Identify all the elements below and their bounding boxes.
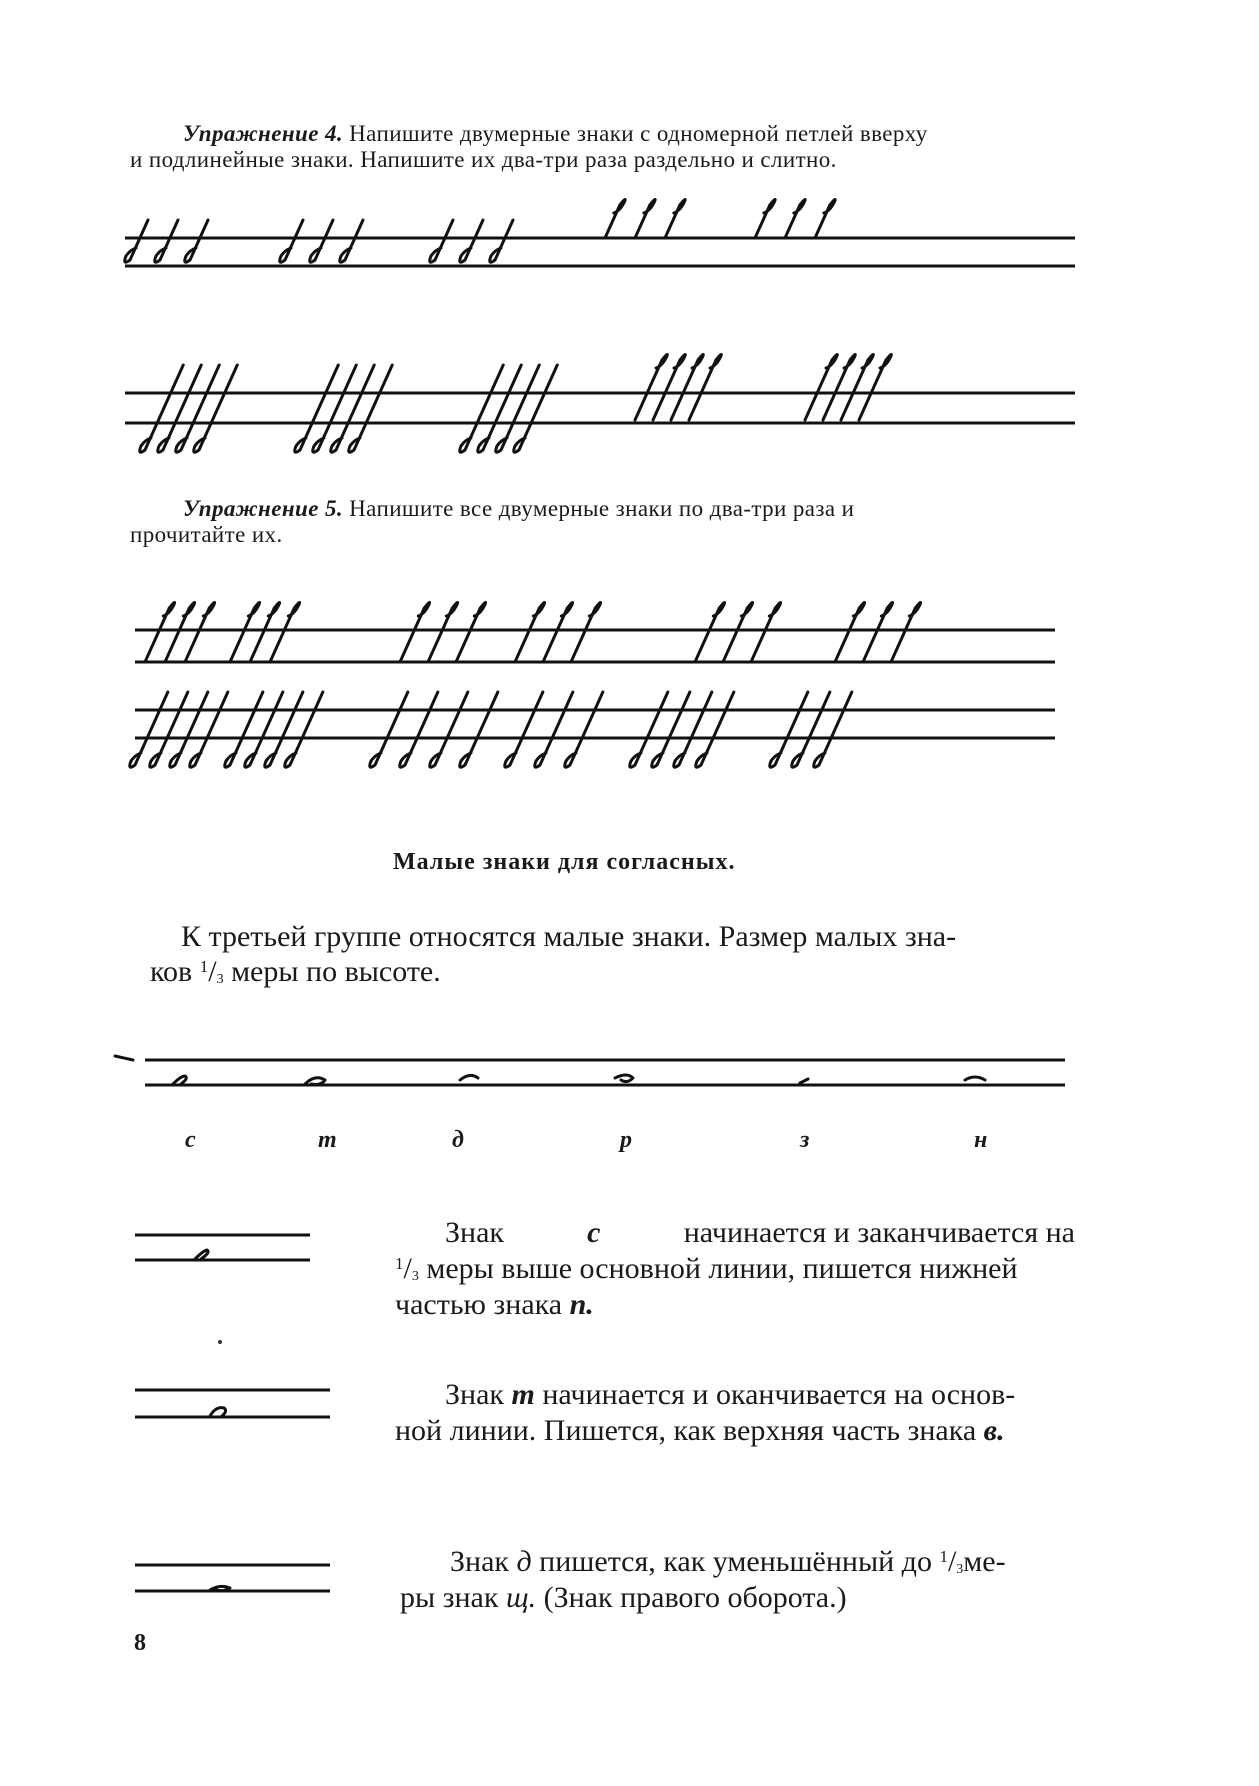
- drill-3-group-2-stroke-loop: [288, 602, 299, 616]
- letter-t: т: [318, 1127, 337, 1153]
- drill-3-group-6-stroke-loop: [881, 602, 892, 616]
- sign-d-reference-letter: щ.: [505, 1581, 537, 1614]
- drill-2-group-4-stroke-loop: [656, 354, 667, 368]
- sign-d-letter: д: [516, 1545, 532, 1578]
- letter-n: н: [974, 1127, 988, 1153]
- drill-2-group-4-stroke-loop: [692, 354, 703, 368]
- drill-4-group-4-stroke: [535, 692, 573, 767]
- shorthand-drill-2: [125, 360, 1085, 460]
- drill-2-group-5-stroke-loop: [844, 354, 855, 368]
- drill-4-group-3-stroke: [430, 692, 468, 767]
- drill-2-group-5-stroke-loop: [880, 354, 891, 368]
- drill-4-group-3-stroke: [460, 692, 498, 767]
- exercise-4-text: [183, 122, 1073, 146]
- drill-3-group-3-stroke-loop: [446, 602, 457, 616]
- exercise-5-text-line-2: прочитайте их.: [130, 522, 283, 547]
- drill-1-group-5-stroke-loop: [824, 199, 835, 213]
- intro-line-1: К третьей группе относятся малые знаки. Размер малых зна-: [181, 920, 957, 953]
- drill-1-group-5-stroke-loop: [764, 199, 775, 213]
- exercise-5-label: Упражнение 5.: [183, 496, 344, 521]
- sign-c-reference-letter: п.: [569, 1288, 594, 1321]
- drill-4-group-2-stroke: [265, 692, 303, 767]
- drill-2-group-2-stroke: [295, 365, 339, 452]
- page-speck: [218, 1340, 222, 1344]
- drill-1-group-4-stroke-loop: [614, 199, 625, 213]
- drill-4-group-6-stroke: [814, 692, 852, 767]
- drill-3-group-4-stroke-loop: [589, 602, 600, 616]
- drill-3-group-1-stroke-loop: [183, 602, 194, 616]
- drill-3-group-1-stroke-loop: [163, 602, 174, 616]
- drill-1-group-4-stroke-loop: [674, 199, 685, 213]
- drill-3-group-6-stroke-loop: [853, 602, 864, 616]
- drill-1-group-4-stroke-loop: [644, 199, 655, 213]
- drill-3-group-4-stroke-loop: [533, 602, 544, 616]
- drill-4-group-4-stroke: [565, 692, 603, 767]
- sign-t-example: [135, 1380, 335, 1430]
- drill-2-group-4-stroke-loop: [674, 354, 685, 368]
- drill-2-group-5-stroke-loop: [862, 354, 873, 368]
- sign-c-letter: с: [587, 1216, 601, 1249]
- drill-1-group-3-stroke: [430, 220, 453, 262]
- exercise-5-line-1: Напишите все двумерные знаки по два-три раза и: [349, 496, 855, 521]
- drill-1-group-3-stroke: [490, 220, 513, 262]
- drill-3-group-6-stroke-loop: [909, 602, 920, 616]
- drill-4-group-2-stroke: [285, 692, 323, 767]
- drill-4-group-1-stroke: [150, 692, 188, 767]
- drill-4-group-1-stroke: [190, 692, 228, 767]
- drill-3-group-2-stroke-loop: [248, 602, 259, 616]
- letter-s: с: [185, 1127, 196, 1153]
- exercise-4-text-line-2: и подлинейные знаки. Напишите их два-три раза раздельно и слитно.: [130, 147, 837, 172]
- intro-line-2: ков $^1/_3$ меры по высоте.: [150, 955, 441, 988]
- small-signs-line: [115, 1050, 1075, 1110]
- drill-4-group-4-stroke: [505, 692, 543, 767]
- page-number: 8: [134, 1630, 146, 1656]
- exercise-5-text: [183, 497, 1073, 521]
- letter-d: д: [452, 1127, 464, 1153]
- drill-3-group-3-stroke-loop: [474, 602, 485, 616]
- drill-4-group-2-stroke: [225, 692, 263, 767]
- drill-1-group-2-stroke: [280, 220, 303, 262]
- drill-1-group-3-stroke: [460, 220, 483, 262]
- drill-1-group-1-stroke: [155, 220, 178, 262]
- drill-4-group-1-stroke: [130, 692, 168, 767]
- drill-1-group-1-stroke: [125, 220, 148, 262]
- sign-d-example: [135, 1555, 335, 1605]
- fraction-denominator: 3: [216, 972, 224, 987]
- fraction-numerator: 1: [199, 957, 209, 976]
- letter-r: р: [620, 1127, 632, 1153]
- drill-4-group-3-stroke: [370, 692, 408, 767]
- sign-c-example: [135, 1225, 320, 1275]
- drill-4-group-3-stroke: [400, 692, 438, 767]
- drill-1-group-2-stroke: [310, 220, 333, 262]
- drill-1-group-2-stroke: [340, 220, 363, 262]
- section-title: Малые знаки для согласных.: [393, 849, 736, 875]
- drill-2-group-3-stroke: [460, 365, 504, 452]
- drill-3-group-5-stroke-loop: [713, 602, 724, 616]
- sign-t-reference-letter: в.: [983, 1414, 1005, 1447]
- drill-2-group-4-stroke-loop: [710, 354, 721, 368]
- shorthand-drill-3: [135, 600, 1085, 680]
- letter-z: з: [800, 1127, 810, 1153]
- drill-3-group-3-stroke-loop: [418, 602, 429, 616]
- drill-4-group-1-stroke: [170, 692, 208, 767]
- exercise-4-label: Упражнение 4.: [183, 121, 344, 146]
- drill-3-group-1-stroke-loop: [203, 602, 214, 616]
- exercise-4-line-1: Напишите двумерные знаки с одномерной петлей вверху: [349, 121, 928, 146]
- drill-2-group-5-stroke-loop: [826, 354, 837, 368]
- drill-3-group-2-stroke-loop: [268, 602, 279, 616]
- drill-4-group-5-stroke: [696, 692, 734, 767]
- drill-3-group-5-stroke-loop: [741, 602, 752, 616]
- drill-1-group-1-stroke: [185, 220, 208, 262]
- drill-1-group-5-stroke-loop: [794, 199, 805, 213]
- drill-2-group-1-stroke: [140, 365, 184, 452]
- book-page: Упражнение 4. Напишите двумерные знаки с одномерной петлей вверху и подлинейные знаки. Напишите их два-три раза раздельно и слитно. Упражнение 5. Напишите все двумерные знаки по два-три раза и прочитайте их. Малые знаки для согласных. К третьей группе относятся малые знаки. Размер малых зна- ков $^1/_3$ меры по высоте. с т д р з н Знак с начинается и заканчивается на $^1/_3$ меры выше основной линии, пишется нижней частью знака п. Знак т начинается и оканчивается на основ- ной линии. Пишется, как верхняя часть знака в. Знак д пишется, как уменьшённый до $^1/_3ме-$ ры знак щ. (Знак правого оборота.) 8: [0, 0, 1259, 1786]
- drill-4-group-2-stroke: [245, 692, 283, 767]
- sign-t-letter: т: [511, 1378, 535, 1411]
- drill-3-group-4-stroke-loop: [561, 602, 572, 616]
- shorthand-drill-1: [125, 200, 1085, 310]
- drill-3-group-5-stroke-loop: [769, 602, 780, 616]
- shorthand-drill-4: [135, 690, 1085, 780]
